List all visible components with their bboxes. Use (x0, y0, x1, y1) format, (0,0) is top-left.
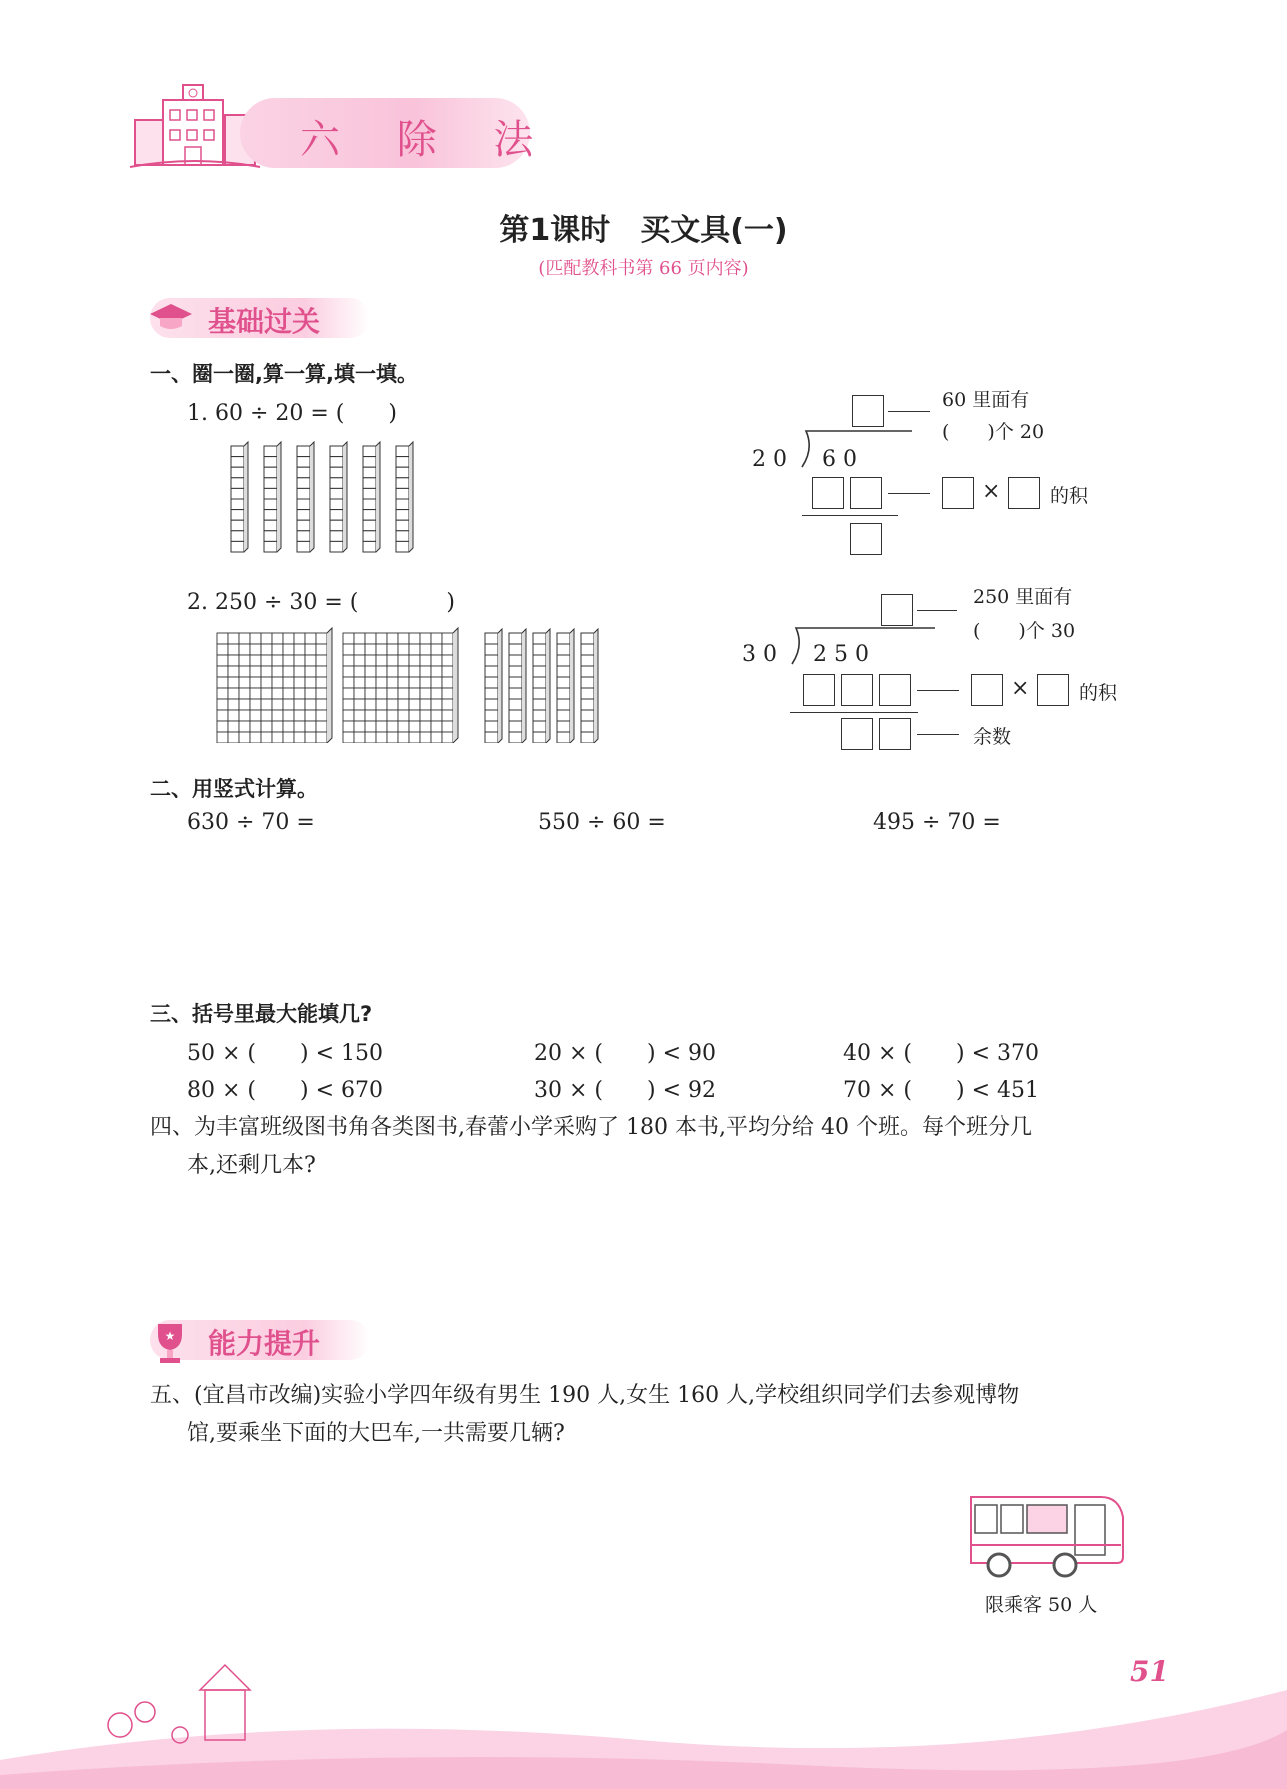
graduation-cap-icon (148, 300, 194, 340)
div1-note-2: ( )个 20 (942, 421, 1045, 443)
div1-divisor: 2 0 (752, 447, 787, 472)
q4-line-2: 本,还剩几本? (187, 1153, 316, 1178)
times-sign: × (1011, 676, 1030, 701)
footer-decoration (0, 1650, 1287, 1789)
ten-rod (231, 442, 248, 552)
div2-note-1: 250 里面有 (973, 586, 1073, 608)
remainder-box-1[interactable] (841, 718, 873, 750)
q3-r2-c1: 80 × ( ) < 670 (187, 1078, 383, 1103)
ten-rod (581, 629, 598, 743)
lesson-title: 第1课时 买文具(一) (499, 213, 788, 248)
div2-note-2: ( )个 30 (973, 620, 1076, 642)
ten-rod (396, 442, 413, 552)
ten-rod (533, 629, 550, 743)
factor-box-2[interactable] (1037, 674, 1069, 706)
quotient-box[interactable] (852, 395, 884, 427)
q1-heading: 一、圈一圈,算一算,填一填。 (150, 362, 418, 386)
q3-r2-c2: 30 × ( ) < 92 (534, 1078, 716, 1103)
chapter-title: 六 除 法 (300, 117, 556, 163)
q3-r2-c3: 70 × ( ) < 451 (843, 1078, 1039, 1103)
product-box-2[interactable] (850, 477, 882, 509)
quotient-box[interactable] (881, 594, 913, 626)
product-box-3[interactable] (879, 674, 911, 706)
section-label-ability: 能力提升 (208, 1327, 321, 1360)
div1-note-1: 60 里面有 (942, 389, 1030, 411)
remainder-box[interactable] (850, 523, 882, 555)
ten-rod (363, 442, 380, 552)
q2-item-2: 550 ÷ 60 = (538, 810, 666, 835)
section-label-basic: 基础过关 (208, 305, 321, 338)
div1-dividend: 6 0 (822, 447, 857, 472)
factor-box-1[interactable] (971, 674, 1003, 706)
q1-item2: 2. 250 ÷ 30 = ( ) (187, 590, 455, 615)
q1-division-1 (740, 385, 1120, 565)
bus-caption: 限乘客 50 人 (985, 1594, 1098, 1616)
div2-dividend: 2 5 0 (813, 642, 869, 667)
hundred-flat (217, 628, 332, 743)
bus-icon (965, 1485, 1130, 1589)
factor-box-1[interactable] (942, 477, 974, 509)
q3-heading: 三、括号里最大能填几? (150, 1002, 373, 1026)
product-box-1[interactable] (803, 674, 835, 706)
q3-r1-c2: 20 × ( ) < 90 (534, 1041, 716, 1066)
q3-r1-c3: 40 × ( ) < 370 (843, 1041, 1039, 1066)
q2-item-3: 495 ÷ 70 = (873, 810, 1001, 835)
q1-division-2 (735, 582, 1135, 757)
lesson-subtitle: (匹配教科书第 66 页内容) (538, 258, 749, 279)
q3-r1-c1: 50 × ( ) < 150 (187, 1041, 383, 1066)
q2-heading: 二、用竖式计算。 (150, 777, 318, 801)
svg-text:★: ★ (164, 1329, 176, 1343)
factor-box-2[interactable] (1008, 477, 1040, 509)
ten-rod (330, 442, 347, 552)
ten-rod (264, 442, 281, 552)
ten-rod (297, 442, 314, 552)
remainder-box-2[interactable] (879, 718, 911, 750)
ten-rod (485, 629, 502, 743)
product-box-2[interactable] (841, 674, 873, 706)
q4-line-1: 四、为丰富班级图书角各类图书,春蕾小学采购了 180 本书,平均分给 40 个班。每个班分几 (150, 1115, 1032, 1140)
q2-item-1: 630 ÷ 70 = (187, 810, 315, 835)
div2-remainder-label: 余数 (973, 726, 1012, 748)
q5-line-1: 五、(宜昌市改编)实验小学四年级有男生 190 人,女生 160 人,学校组织同学们去参观博物 (150, 1383, 1020, 1408)
page-number: 51 (1130, 1655, 1169, 1688)
q1-item2-blocks (215, 625, 610, 743)
div2-divisor: 3 0 (742, 642, 777, 667)
div1-product-label: 的积 (1050, 485, 1089, 507)
q1-item1: 1. 60 ÷ 20 = ( ) (187, 401, 397, 426)
trophy-icon (150, 1320, 190, 1370)
ten-rod (557, 629, 574, 743)
hundred-flat (343, 628, 458, 743)
times-sign: × (982, 479, 1001, 504)
q1-item1-blocks (225, 438, 425, 556)
q5-line-2: 馆,要乘坐下面的大巴车,一共需要几辆? (187, 1421, 565, 1446)
ten-rod (509, 629, 526, 743)
product-box-1[interactable] (812, 477, 844, 509)
div2-product-label: 的积 (1079, 682, 1118, 704)
